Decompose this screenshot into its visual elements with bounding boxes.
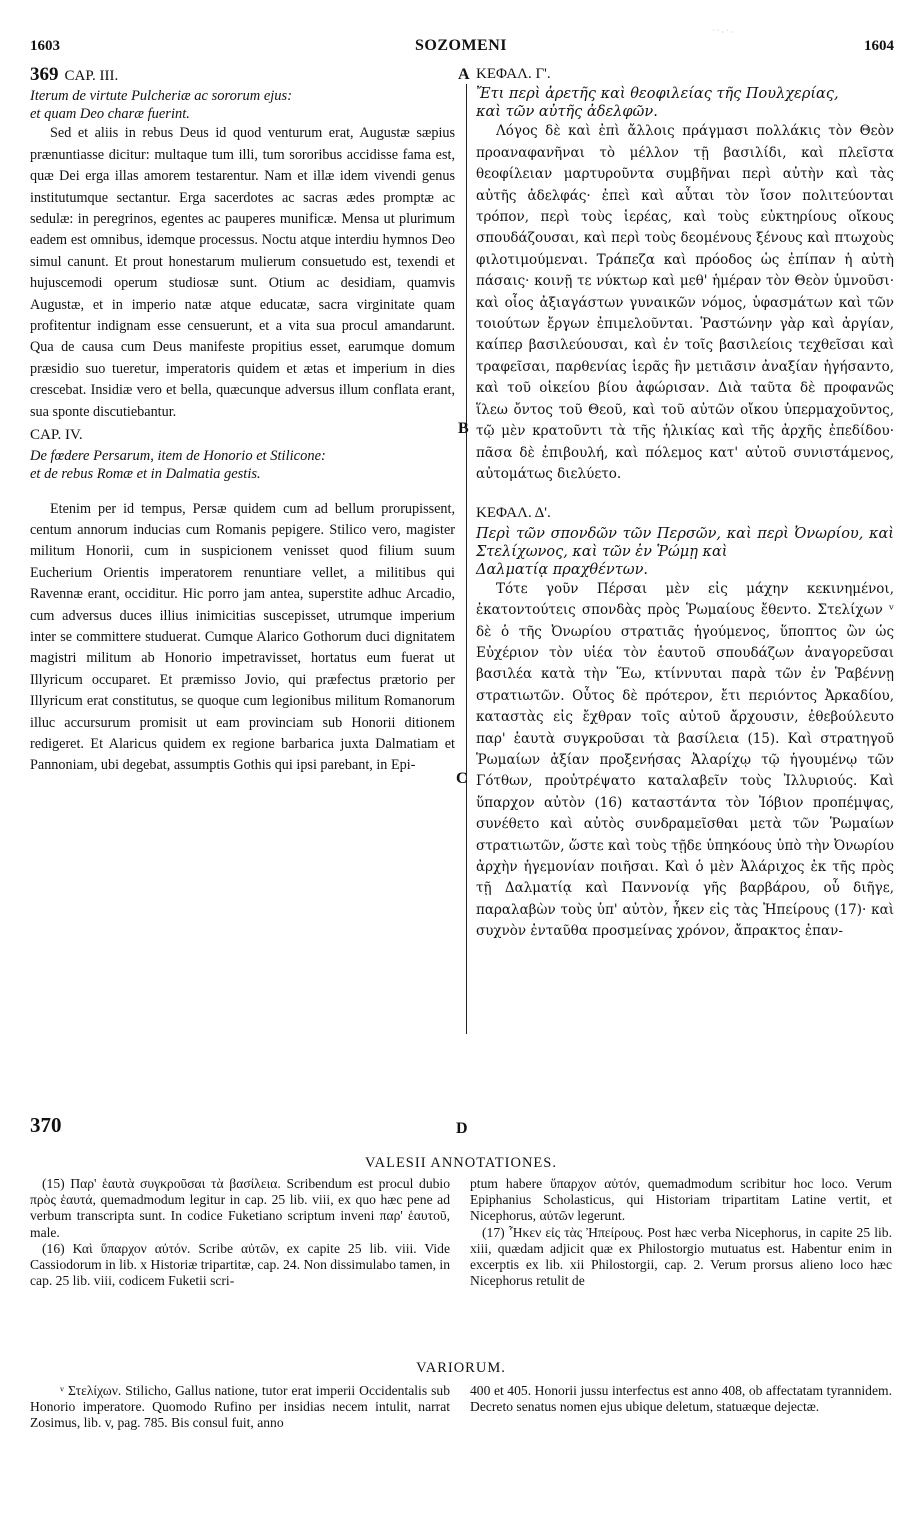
variorum-note-stilicho: ᵛ Στελίχων. Stilicho, Gallus natione, tutor erat imperii Occidentalis sub Honorio imperatore. Quomodo Rufino per insidias necem intulit, narrat Zosimus, lib. v, pag. 785. Bis consul fuit, anno (30, 1383, 450, 1431)
valesii-note-17: (17) Ἧκεν εἰς τὰς Ἠπείρους. Post hæc verba Nicephorus, in capite 25 lib. xiii, quædam adjicit quæ ex Philostorgio mutuatus est. Habentur enim in excerptis ex lib. xii Philostorgii, cap. 2. Verum prorsus alieno loco hæc Nicephorus retulit de (470, 1224, 892, 1289)
latin-cap3-text: Sed et aliis in rebus Deus id quod venturum erat, Augustæ sæpius prænuntiasse dicitur: multaque tum illi, tum sororibus accidisse fama est, quæ Dei erga illas amorem testarentur. Nam et illæ idem vivendi genus institutumque sectantur. Erga sacerdotes ac sacras ædes promptæ ac sedulæ: in peregrinos, egentes ac pauperes munificæ. Mensa ut plurimum eadem est omnibus, idemque processus. Noctu atque interdiu hymnos Deo simul canunt. Et prout honestarum mulierum consuetudo est, texendi et hujuscemodi operum studiosæ sunt. Otium ac desidiam, quamvis Augustæ, et in imperio natæ atque educatæ, sacra virginitate quam profitentur indignam esse censuerunt, et a vita sua procul amandarunt. Qua de causa cum Deus manifeste propitius esset, earumque domum præsidio suo tueretur, imperatoris quidem et ætas et imperium in dies crescebat. Insidiæ vero et bella, quæcunque adversus illum conflata erant, sua sponte discutiebantur. (30, 125, 455, 420)
greek-cap3-title: ΚΕΦΑΛ. Γ'. (476, 66, 551, 82)
valesii-note-16-continued: ptum habere ὕπαρχον αὐτόν, quemadmodum scribitur hoc loco. Verum Epiphanius Scholasticus, qui Historiam tripartitam Latine vertit, et Nicephorus, αὐτῶν legerunt. (470, 1176, 892, 1224)
latin-cap3-title: CAP. III. (64, 68, 119, 84)
latin-cap3-heading (30, 64, 455, 87)
column-divider (466, 84, 467, 1034)
margin-letter-c: C (456, 770, 468, 787)
greek-column (476, 64, 894, 943)
greek-cap4-subtitle-line2: Δαλματίᾳ πραχθέντων. (476, 561, 649, 578)
greek-cap3-subtitle-line2: καὶ τῶν αὐτῆς ἀδελφῶν. (476, 104, 658, 121)
valesii-heading: VALESII ANNOTATIONES. (365, 1155, 557, 1171)
greek-cap3-text: Λόγος δὲ καὶ ἐπὶ ἄλλοις πράγμασι πολλάκις τὸν Θεὸν προαναφανῆναι τὸ μέλλον τῇ βασιλίδι, καὶ πλεῖστα θεοφίλειαν μαρτυροῦντα συμβῆναι περὶ αὐτὴν καὶ τὰς αὐτῆς ἀδελφάς· ἐπεὶ καὶ αὗται τὸν ἴσον πολιτεύονται τρόπον, περὶ τοὺς ἱερέας, καὶ τοὺς εὐκτηρίους οἴκους σπουδάζουσαι, καὶ περὶ τοὺς δεομένους ξένους καὶ πτωχοὺς φιλοτιμούμεναι. Τράπεζα καὶ πρόοδος ὡς ἐπίπαν ἡ αὐτὴ πάσαις· κοινῇ τε νύκτωρ καὶ μεθ' ἡμέραν τὸν Θεὸν ὑμνοῦσι· καὶ οἷος ἀξιαγάστων γυναικῶν νόμος, ὑφασμάτων καὶ τῶν τοιούτων ἔργων ἐπιμελοῦνται. Ῥαστώνην γὰρ καὶ ἀργίαν, καίπερ βασιλεύουσαι, καὶ ἐν τοῖς βασιλείοις τεχθεῖσαι καὶ τραφεῖσαι, παρθενίας ἱερᾶς ἣν μετιᾶσιν ἀναξίαν ἡγήσαντο, καὶ τοῦ οἰκείου βίου ἀφώρισαν. Διὰ ταῦτα δὲ προφανῶς ἵλεω ὄντος τοῦ Θεοῦ, καὶ τοῦ αὐτῶν οἴκου ὑπερμαχοῦντος, τῷ μὲν κρατοῦντι τὰ τῆς ἡλικίας καὶ τῆς ἀρχῆς ἐπεδίδου· πᾶσα δὲ ἐπιβουλή, καὶ πόλεμος κατ' αὐτοῦ συνιστάμενος, αὐτομάτως διελύετο. (476, 123, 894, 482)
margin-letter-b: B (458, 420, 469, 437)
greek-cap4-text: Τότε γοῦν Πέρσαι μὲν εἰς μάχην κεκινημένοι, ἑκατοντούτεις σπονδὰς πρὸς Ῥωμαίους ἔθεντο. Στελίχων ᵛ δὲ ὁ τῆς Ὀνωρίου στρατιᾶς ἡγούμενος, ὕποπτος ὢν ὡς Εὐχέριον τὸν υἱέα τὸν ἑαυτοῦ σπουδάζων ἀναγορεῦσαι βασιλέα κατὰ τὴν Ἕω, κτίννυται παρὰ τῶν ἐν Ῥαβέννῃ στρατιωτῶν. Οὗτος δὲ πρότερον, ἔτι περιόντος Ἀρκαδίου, καταστὰς εἰς ἔχθραν τοῖς αὐτοῦ ἄρχουσιν, ἐθεβούλευτο παρ' ἑαυτὰ συγκροῦσαι τὰ βασίλεια (15). Καὶ στρατηγοῦ Ῥωμαίων ἀξίαν προξενήσας Ἀλαρίχῳ τῷ ἡγουμένῳ τῶν Γότθων, προὐτρέψατο καταλαβεῖν τοὺς Ἰλλυριούς. Καὶ ὕπαρχον αὐτὸν (16) καταστάντα τὸν Ἰόβιον προπέμψας, συνέθετο καὶ αὐτὸς συνδραμεῖσθαι μετὰ τῶν Ῥωμαίων στρατιωτῶν, ὥστε καὶ τοὺς τῇδε ὑπηκόους ὑπὸ τὴν Ὀνωρίου ἀρχὴν ἡγεμονίαν ποιῆσαι. Καὶ ὁ μὲν Ἀλάριχος ἐκ τῆς πρὸς τῇ Δαλματίᾳ καὶ Παννονίᾳ γῆς βαρβάρου, οὗ διῆγε, παραλαβὼν τοὺς ὑπ' αὐτὸν, ἧκεν εἰς τὰς Ἠπείρους (17)· καὶ συχνὸν ἐνταῦθα προσμείνας χρόνον, ἄπρακτος ἐπαν- (476, 580, 894, 940)
latin-cap4-text: Etenim per id tempus, Persæ quidem cum ad bellum prorupissent, centum annorum inducias cum Romanis pepigere. Stilico vero, magister militum Honorii, cum in suspicionem venisset quod filium suum Eucherium Orientis imperatorem renuntiare vellet, a militibus qui Ravennæ erant, occiditur. Hic porro jam antea, superstite adhuc Arcadio, cum adversus duces illius inimicitias suscepisset, utrumque imperium inter se committere studuerat. Cumque Alarico Gothorum duci dignitatem magistri militum ab Honorio impetravisset, hortatus eum fuerat ut Illyricum occuparet. Et præmisso Jovio, qui præfectus prætorio per Illyricum erat constitutus, se quoque cum legionibus militum Romanorum illuc accursurum promisit ut eam provinciam sub Honorii ditionem redigeret. Et Alaricus quidem ex regione barbarica juxta Dalmatiam et Pannoniam, ubi degebat, assumptis Gothis qui ipsi parebant, in Epi- (30, 500, 455, 774)
latin-cap4-subtitle-line1: De fœdere Persarum, item de Honorio et Stilicone: (30, 447, 326, 464)
valesii-note-16: (16) Καὶ ὕπαρχον αὐτόν. Scribe αὐτῶν, ex capite 25 lib. viii. Vide Cassiodorum in lib. x Historiæ tripartitæ, cap. 24. Non dissimulabo tamen, in cap. 25 lib. viii, codicem Fuketii scri- (30, 1240, 450, 1289)
valesii-left-column (30, 1176, 450, 1289)
scan-speck: ˙ ˙ · ˙ · (712, 28, 734, 37)
variorum-heading: VARIORUM. (416, 1360, 506, 1376)
valesii-note-15: (15) Παρ' ἑαυτὰ συγκροῦσαι τὰ βασίλεια. Scribendum est procul dubio πρὸς ἑαυτά, quemadmodum legitur in cap. 25 lib. viii, ex quo hæc pene ad verbum transcripta sunt. In codice Fuketiano scriptum inveni παρ' ἑαυτοῦ, male. (30, 1176, 450, 1240)
margin-number-369: 369 (30, 64, 59, 85)
latin-cap3-subtitle-line1: Iterum de virtute Pulcheriæ ac sororum ejus: (30, 88, 293, 105)
variorum-left-column (30, 1383, 450, 1432)
variorum-right-column (470, 1383, 892, 1415)
page-number-left: 1603 (30, 38, 60, 54)
latin-cap4-title: CAP. IV. (30, 427, 83, 444)
latin-cap4-subtitle-line2: et de rebus Romæ et in Dalmatia gestis. (30, 465, 261, 482)
margin-letter-a: A (458, 66, 470, 83)
valesii-right-column (470, 1176, 892, 1289)
greek-cap4-title: ΚΕΦΑΛ. Δ'. (476, 505, 551, 522)
latin-cap3-subtitle-line2: et quam Deo charæ fuerint. (30, 106, 190, 123)
page-number-right: 1604 (864, 38, 894, 54)
latin-column (30, 64, 455, 777)
greek-cap4-subtitle-line1: Περὶ τῶν σπονδῶν τῶν Περσῶν, καὶ περὶ Ὀνωρίου, καὶ Στελίχωνος, καὶ τῶν ἐν Ῥώμῃ καὶ (476, 525, 894, 560)
variorum-note-stilicho-continued: 400 et 405. Honorii jussu interfectus est anno 408, ob affectatam tyrannidem. Decreto senatus nomen ejus ubique deletum, statuæque dejectæ. (470, 1383, 892, 1415)
greek-cap3-subtitle-line1: Ἔτι περὶ ἀρετῆς καὶ θεοφιλείας τῆς Πουλχερίας, (476, 86, 839, 103)
margin-number-370: 370 (30, 1113, 62, 1137)
running-title: SOZOMENI (414, 37, 507, 54)
margin-letter-d: D (456, 1120, 468, 1137)
